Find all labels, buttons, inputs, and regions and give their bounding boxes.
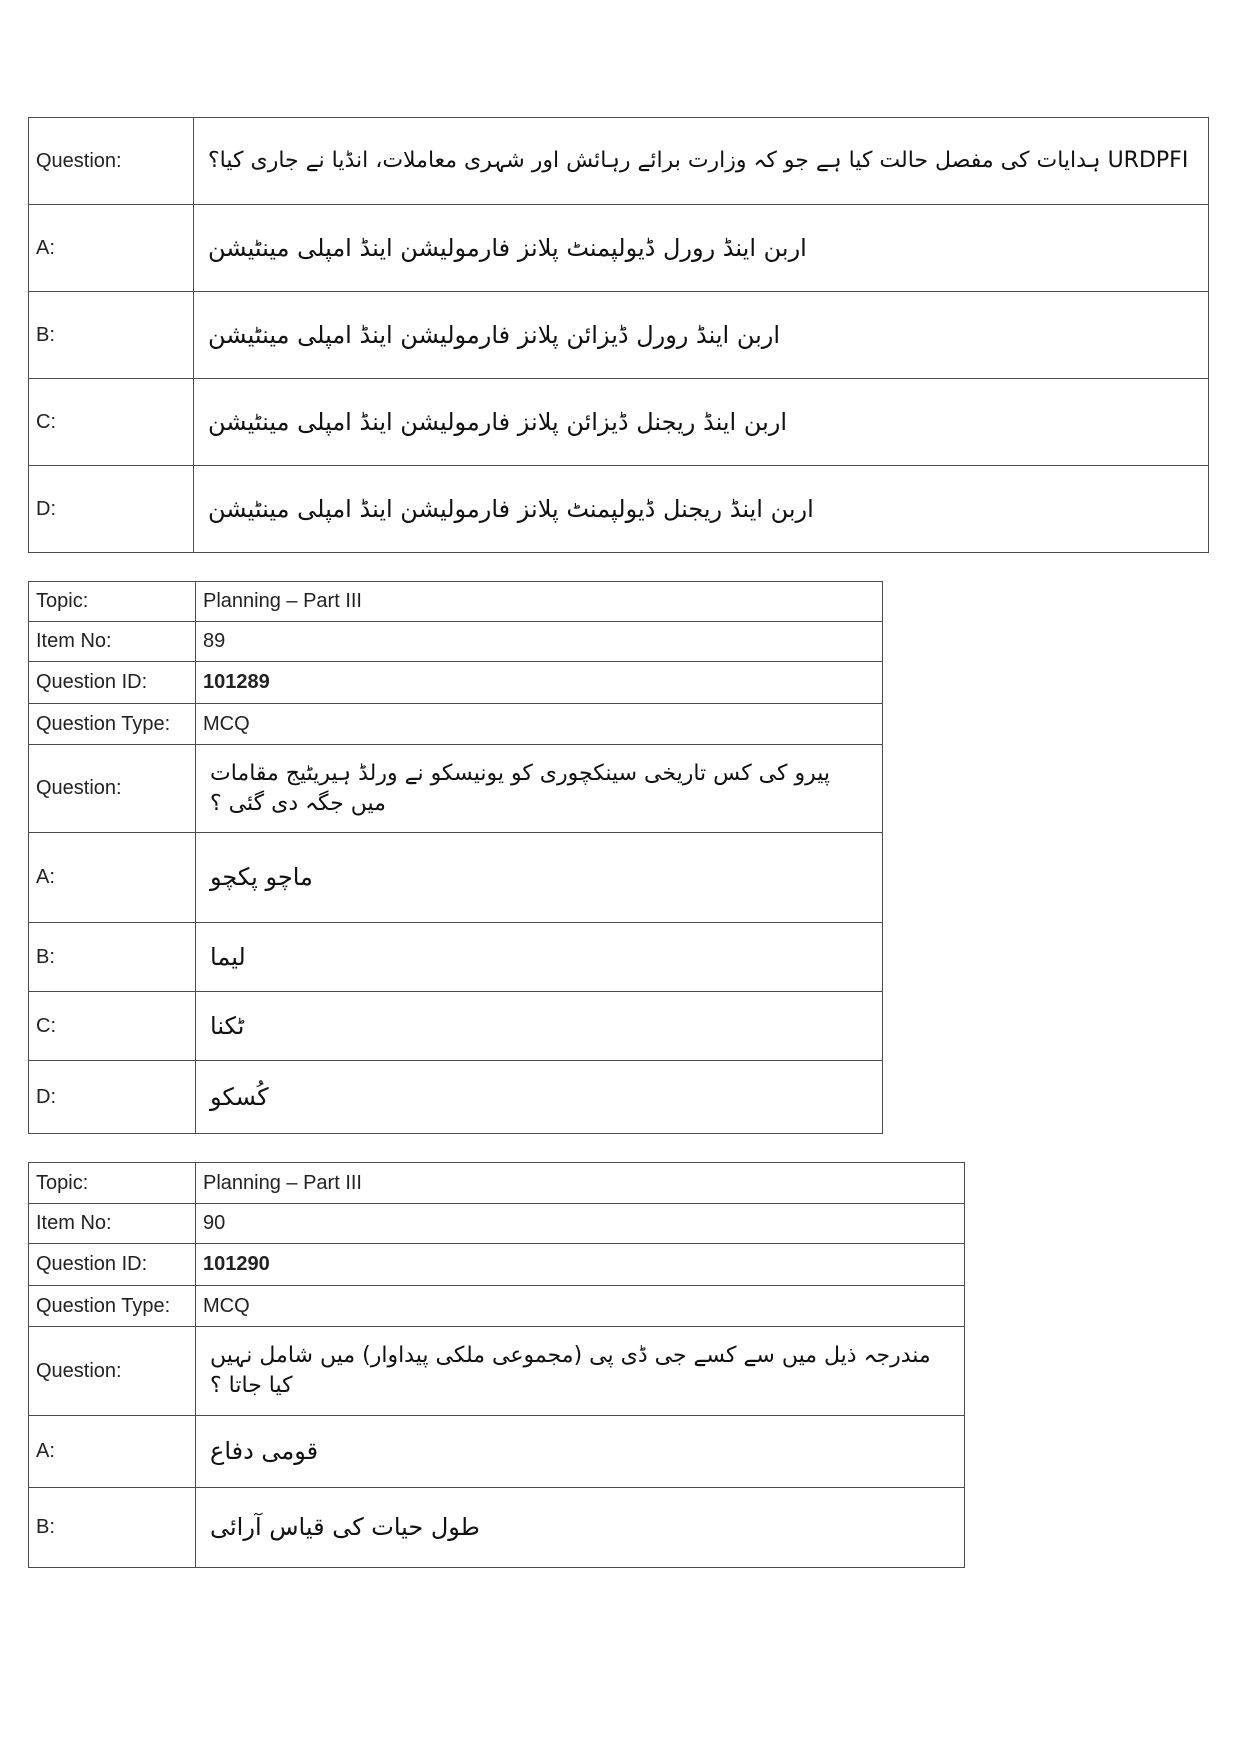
question-type-label: Question Type: [29,1286,196,1327]
question-type-value: MCQ [196,1286,965,1327]
topic-value: Planning – Part III [196,582,883,622]
option-row-a [29,833,883,923]
option-text: کُسکو [196,1061,883,1134]
topic-row [29,582,883,622]
option-text: اربن اینڈ ریجنل ڈیزائن پلانز فارمولیشن اینڈ امپلی مینٹیشن [194,379,1209,466]
question-label: Question: [29,118,194,205]
topic-label: Topic: [29,582,196,622]
option-label: C: [29,379,194,466]
question-text: مندرجہ ذیل میں سے کسے جی ڈی پی (مجموعی ملکی پیداوار) میں شامل نہیں کیا جاتا ؟ [196,1327,965,1416]
question-id-row [29,1244,965,1286]
option-text: ماچو پکچو [196,833,883,923]
option-text: اربن اینڈ ریجنل ڈیولپمنٹ پلانز فارمولیشن اینڈ امپلی مینٹیشن [194,466,1209,553]
option-label: D: [29,1061,196,1134]
question-label: Question: [29,1327,196,1416]
question-table [28,117,1209,553]
option-row-c [29,992,883,1061]
question-type-row [29,704,883,745]
option-row-c [29,379,1209,466]
option-row-a [29,205,1209,292]
question-id-label: Question ID: [29,662,196,704]
question-row [29,1327,965,1416]
item-no-row [29,1204,965,1244]
option-text: قومی دفاع [196,1416,965,1488]
option-label: A: [29,1416,196,1488]
option-label: C: [29,992,196,1061]
option-text: طول حیات کی قیاس آرائی [196,1488,965,1568]
option-row-b [29,923,883,992]
option-row-d [29,1061,883,1134]
option-row-b [29,292,1209,379]
option-label: B: [29,923,196,992]
option-text: اربن اینڈ رورل ڈیولپمنٹ پلانز فارمولیشن اینڈ امپلی مینٹیشن [194,205,1209,292]
option-text: اربن اینڈ رورل ڈیزائن پلانز فارمولیشن اینڈ امپلی مینٹیشن [194,292,1209,379]
question-table [28,1162,965,1568]
question-type-row [29,1286,965,1327]
item-no-row [29,622,883,662]
option-label: A: [29,205,194,292]
option-text: ٹکنا [196,992,883,1061]
question-id-label: Question ID: [29,1244,196,1286]
item-no-value: 90 [196,1204,965,1244]
question-table [28,581,883,1134]
question-id-value: 101289 [196,662,883,704]
question-type-label: Question Type: [29,704,196,745]
item-no-label: Item No: [29,622,196,662]
option-row-a [29,1416,965,1488]
topic-row [29,1163,965,1204]
option-label: B: [29,1488,196,1568]
option-row-d [29,466,1209,553]
option-label: D: [29,466,194,553]
option-text: لیما [196,923,883,992]
option-row-b [29,1488,965,1568]
question-id-value: 101290 [196,1244,965,1286]
option-label: A: [29,833,196,923]
question-id-row [29,662,883,704]
question-row [29,118,1209,205]
question-row [29,745,883,833]
question-text: پیرو کی کس تاریخی سینکچوری کو یونیسکو نے ورلڈ ہیریٹیج مقامات میں جگہ دی گئی ؟ [196,745,883,833]
option-label: B: [29,292,194,379]
item-no-value: 89 [196,622,883,662]
question-label: Question: [29,745,196,833]
topic-value: Planning – Part III [196,1163,965,1204]
question-text: URDPFI ہدایات کی مفصل حالت کیا ہے جو کہ وزارت برائے رہائش اور شہری معاملات، انڈیا نے جاری کیا؟ [194,118,1209,205]
question-type-value: MCQ [196,704,883,745]
topic-label: Topic: [29,1163,196,1204]
item-no-label: Item No: [29,1204,196,1244]
